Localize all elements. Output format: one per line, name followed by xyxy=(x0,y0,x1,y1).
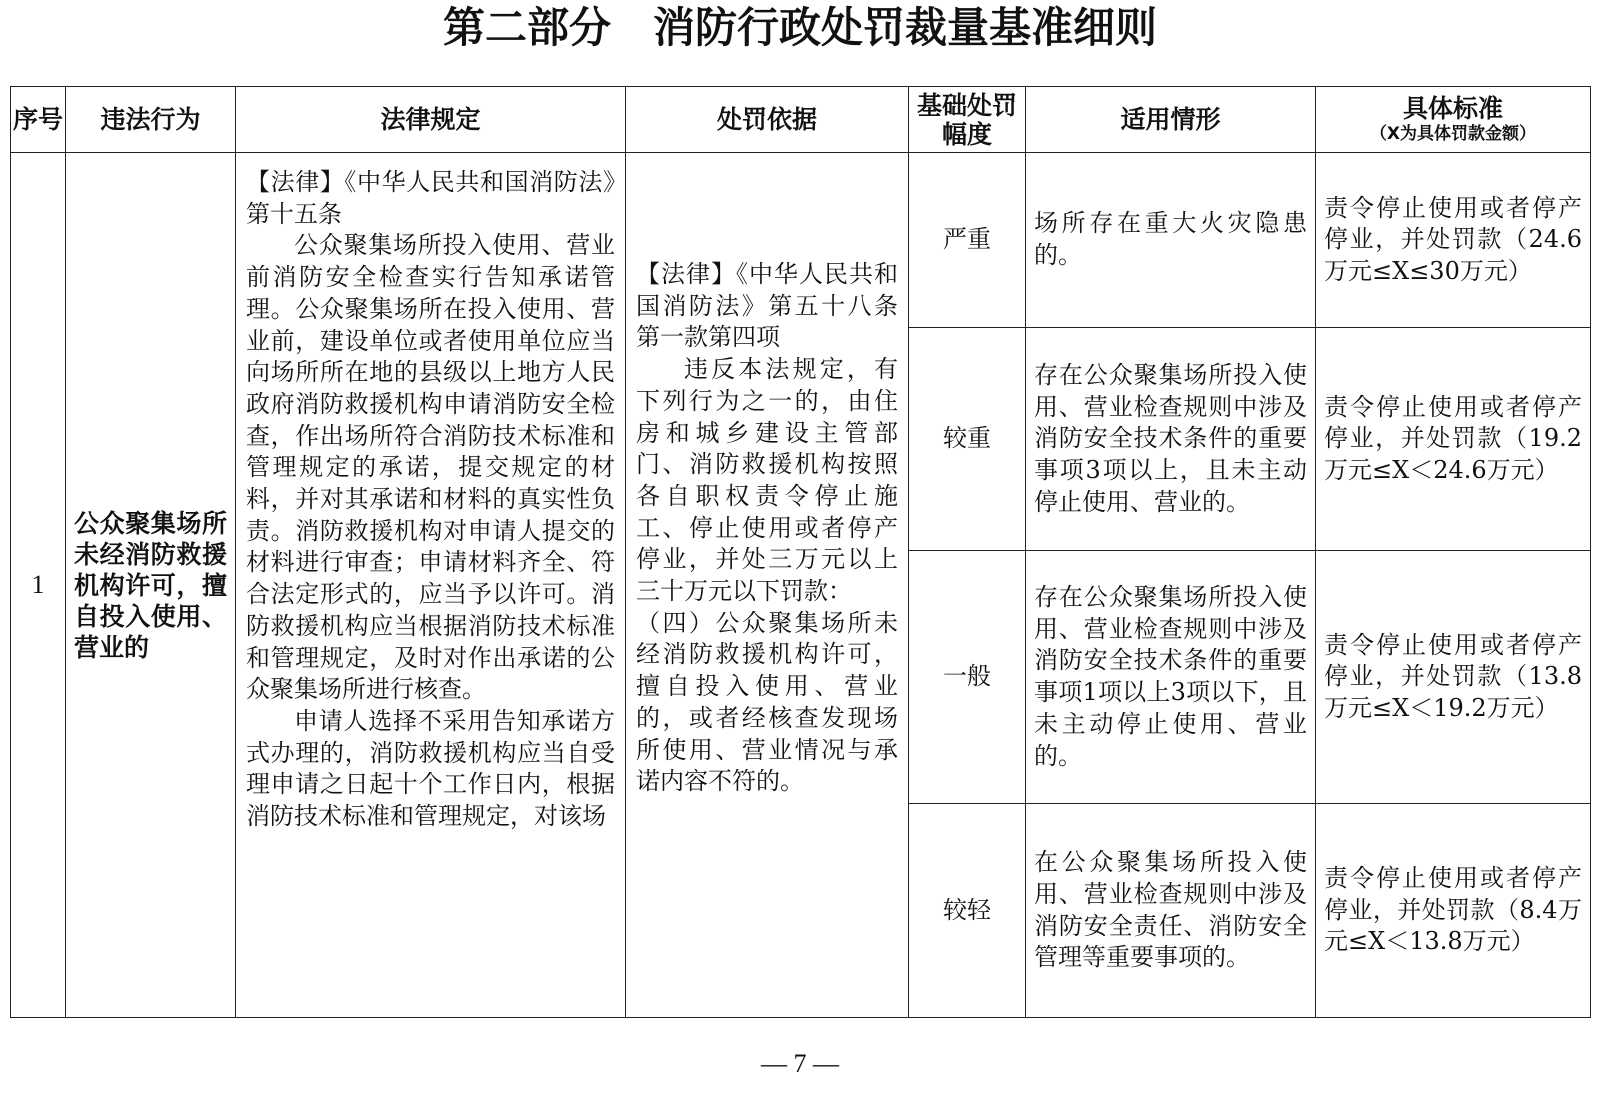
standard-cell: 责令停止使用或者停产停业，并处罚款（13.8万元≤X＜19.2万元） xyxy=(1316,551,1591,804)
degree-cell: 一般 xyxy=(909,551,1026,804)
table-row xyxy=(11,153,1591,328)
law-paragraph: 申请人选择不采用告知承诺方式办理的，消防救援机构应当自受理申请之日起十个工作日内，根据消防技术标准和管理规定，对该场 xyxy=(246,706,615,831)
degree-cell: 较轻 xyxy=(909,804,1026,1018)
table-header-row xyxy=(11,87,1591,153)
header-seq: 序号 xyxy=(11,87,66,153)
header-basis: 处罚依据 xyxy=(626,87,909,153)
header-situation: 适用情形 xyxy=(1026,87,1316,153)
penalty-table xyxy=(10,86,1591,1018)
row-violation: 公众聚集场所未经消防救援机构许可，擅自投入使用、营业的 xyxy=(66,153,236,1018)
row-basis xyxy=(626,153,909,1018)
situation-cell: 存在公众聚集场所投入使用、营业检查规则中涉及消防安全技术条件的重要事项3项以上，且未主动停止使用、营业的。 xyxy=(1026,328,1316,551)
standard-cell: 责令停止使用或者停产停业，并处罚款（19.2万元≤X＜24.6万元） xyxy=(1316,328,1591,551)
standard-cell: 责令停止使用或者停产停业，并处罚款（8.4万元≤X＜13.8万元） xyxy=(1316,804,1591,1018)
degree-cell: 较重 xyxy=(909,328,1026,551)
situation-cell: 场所存在重大火灾隐患的。 xyxy=(1026,153,1316,328)
law-paragraph: 公众聚集场所投入使用、营业前消防安全检查实行告知承诺管理。公众聚集场所在投入使用、营业前，建设单位或者使用单位应当向场所所在地的县级以上地方人民政府消防救援机构申请消防安全检查，作出场所符合消防技术标准和管理规定的承诺，提交规定的材料，并对其承诺和材料的真实性负责。消防救援机构对申请人提交的材料进行审查；申请材料齐全、符合法定形式的，应当予以许可。消防救援机构应当根据消防技术标准和管理规定，及时对作出承诺的公众聚集场所进行核查。 xyxy=(246,231,615,704)
header-standard xyxy=(1316,87,1591,153)
basis-paragraph: 违反本法规定，有下列行为之一的，由住房和城乡建设主管部门、消防救援机构按照各自职权责令停止施工、停止使用或者停产停业，并处三万元以上三十万元以下罚款： xyxy=(636,355,898,606)
row-seq: 1 xyxy=(11,153,66,1018)
situation-cell: 在公众聚集场所投入使用、营业检查规则中涉及消防安全责任、消防安全管理等重要事项的。 xyxy=(1026,804,1316,1018)
basis-item: （四）公众聚集场所未经消防救援机构许可，擅自投入使用、营业的，或者经核查发现场所使用、营业情况与承诺内容不符的。 xyxy=(636,608,898,796)
situation-cell: 存在公众聚集场所投入使用、营业检查规则中涉及消防安全技术条件的重要事项1项以上3项以下，且未主动停止使用、营业的。 xyxy=(1026,551,1316,804)
header-standard-note: （X为具体罚款金额） xyxy=(1369,124,1537,144)
page-number: — 7 — xyxy=(761,1049,839,1078)
header-act: 违法行为 xyxy=(66,87,236,153)
header-standard-label: 具体标准 xyxy=(1402,94,1503,123)
header-degree: 基础处罚幅度 xyxy=(909,87,1026,153)
row-law xyxy=(236,153,626,1018)
law-citation: 【法律】《中华人民共和国消防法》第十五条 xyxy=(246,168,615,228)
basis-citation: 【法律】《中华人民共和国消防法》第五十八条第一款第四项 xyxy=(636,260,898,352)
header-law: 法律规定 xyxy=(236,87,626,153)
standard-cell: 责令停止使用或者停产停业，并处罚款（24.6万元≤X≤30万元） xyxy=(1316,153,1591,328)
degree-cell: 严重 xyxy=(909,153,1026,328)
page-title: 第二部分 消防行政处罚裁量基准细则 xyxy=(442,3,1157,52)
